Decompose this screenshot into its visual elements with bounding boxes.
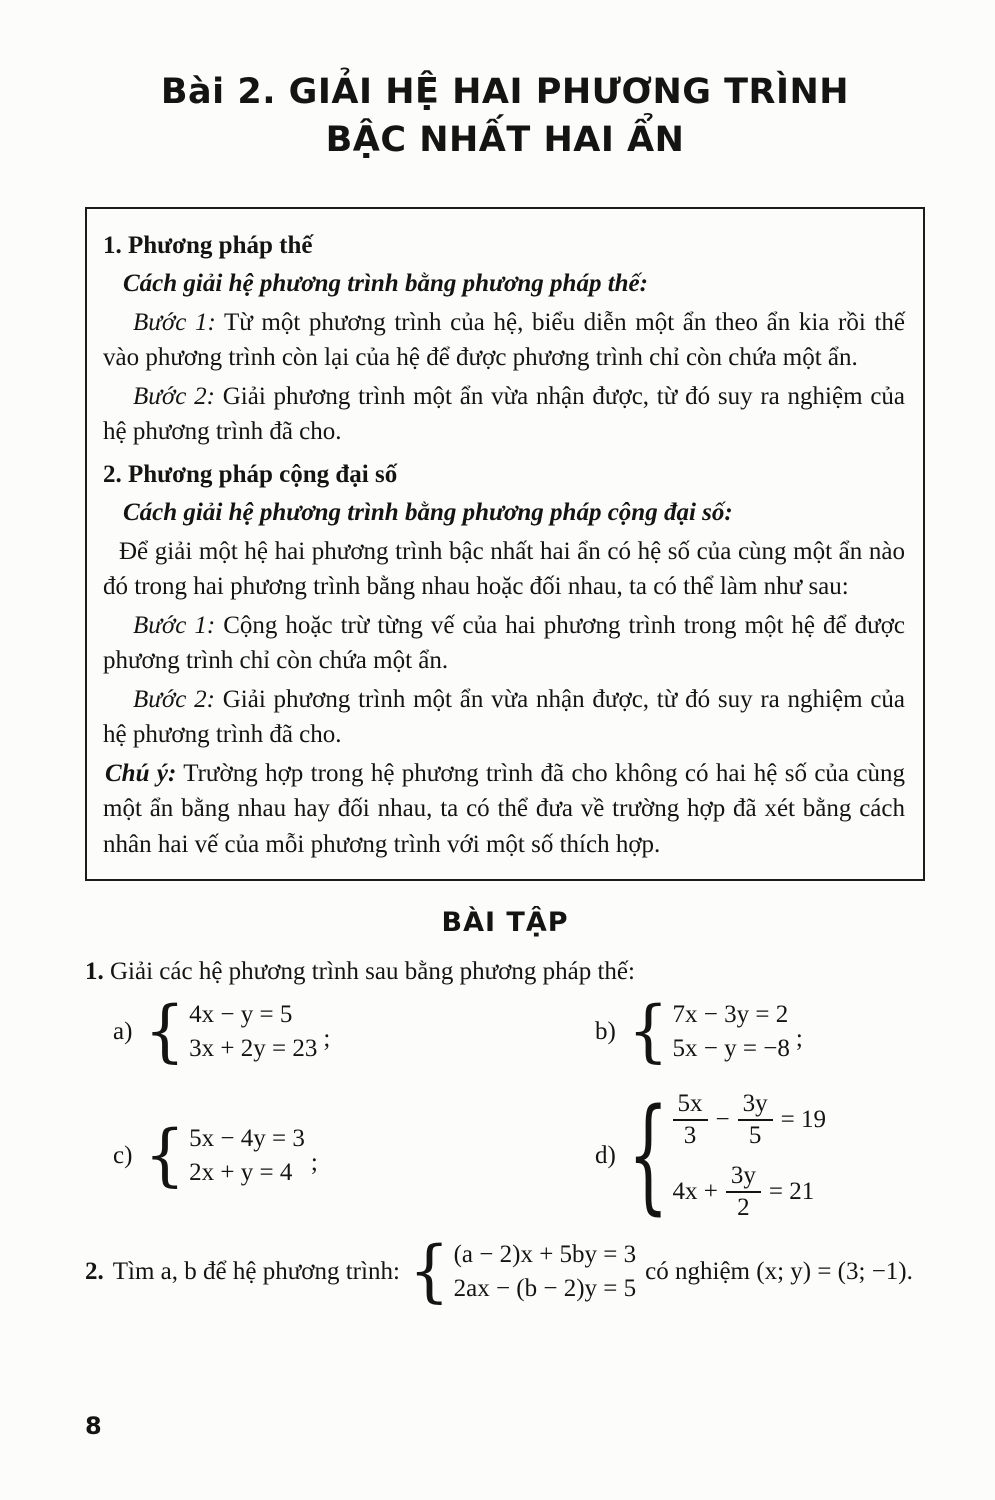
equation-1: 4x − y = 5 [189, 1001, 293, 1029]
exercises-heading: BÀI TẬP [441, 907, 569, 939]
note-paragraph [103, 756, 905, 863]
system-e-equations [454, 1241, 637, 1303]
problem-1-text: Giải các hệ phương trình sau bằng phương pháp thế: [110, 958, 635, 986]
punctuation: ; [323, 1025, 331, 1053]
system-c [113, 1117, 567, 1195]
equation-2: 2x + y = 4 [189, 1159, 293, 1187]
equation-2: 5x − y = −8 [672, 1035, 790, 1063]
method-1-step-1 [103, 305, 905, 376]
method-2-step-1 [103, 608, 905, 679]
fraction-denominator: 3 [683, 1122, 697, 1150]
problem-1-number: 1. [85, 958, 104, 986]
left-brace: { [627, 993, 669, 1071]
system-a [113, 993, 567, 1071]
system-c-equations [189, 1125, 305, 1187]
system-d-equations [673, 1090, 826, 1222]
step-label: Bước 1: [133, 308, 216, 336]
fraction [726, 1162, 761, 1222]
problem-1-systems [85, 993, 925, 1229]
method-1-heading: 1. Phương pháp thế [103, 231, 313, 259]
method-2-intro: Để giải một hệ hai phương trình bậc nhất hai ẩn có hệ số của cùng một ẩn nào đó trong hai phương trình bằng nhau hoặc đối nhau, ta có thể làm như sau: [103, 537, 905, 601]
system-d-label: d) [595, 1142, 616, 1170]
equation-2: 2ax − (b − 2)y = 5 [453, 1275, 637, 1303]
system-e [408, 1233, 637, 1311]
punctuation: ; [795, 1025, 803, 1053]
fraction [738, 1090, 773, 1150]
fraction-denominator: 2 [737, 1194, 750, 1222]
system-a-equations [189, 1001, 317, 1063]
system-b-label: b) [595, 1018, 616, 1046]
problem-2 [85, 1233, 925, 1311]
note-text: Trường hợp trong hệ phương trình đã cho không có hai hệ số của cùng một ẩn bằng nhau hay đối nhau, ta có thể đưa về trường hợp đã xét bằng cách nhân hai vế của mỗi phương trình với một số thích hợp. [103, 759, 905, 858]
equation-2 [673, 1162, 826, 1222]
equation-1: (a − 2)x + 5by = 3 [453, 1241, 637, 1269]
step-label: Bước 2: [133, 685, 215, 713]
equation-1: 7x − 3y = 2 [672, 1001, 789, 1029]
problem-1-statement [85, 958, 925, 986]
step-label: Bước 2: [133, 382, 215, 410]
punctuation: ; [310, 1149, 318, 1177]
equation-rhs: = 21 [768, 1178, 815, 1206]
fraction-denominator: 5 [748, 1122, 762, 1150]
step-label: Bước 1: [133, 611, 216, 639]
problem-2-text: Tìm a, b để hệ phương trình: [112, 1258, 400, 1286]
lesson-title [85, 68, 925, 165]
left-brace: { [144, 993, 186, 1071]
lesson-title-line2: BẬC NHẤT HAI ẨN [325, 120, 685, 161]
problem-2-number: 2. [85, 1258, 104, 1286]
left-brace: { [408, 1233, 450, 1311]
system-d [595, 1083, 925, 1229]
method-2-subheading: Cách giải hệ phương trình bằng phương pháp cộng đại số: [123, 499, 733, 527]
step-text: Cộng hoặc trừ từng vế của hai phương trình trong một hệ để được phương trình chỉ còn chứa một ẩn. [103, 611, 906, 675]
theory-box [85, 207, 925, 882]
fraction-numerator: 5x [673, 1090, 708, 1121]
page-number: 8 [85, 1412, 102, 1440]
operator: − [715, 1106, 730, 1134]
lesson-title-line1: Bài 2. GIẢI HỆ HAI PHƯƠNG TRÌNH [160, 72, 850, 112]
system-c-label: c) [113, 1142, 133, 1170]
fraction [673, 1090, 708, 1150]
left-brace: { [627, 1083, 669, 1229]
system-a-label: a) [113, 1018, 133, 1046]
method-1-subheading: Cách giải hệ phương trình bằng phương pháp thế: [123, 270, 648, 298]
system-b [595, 993, 925, 1071]
method-1-step-2 [103, 379, 905, 450]
step-text: Giải phương trình một ẩn vừa nhận được, từ đó suy ra nghiệm của hệ phương trình đã cho. [103, 685, 906, 749]
step-text: Giải phương trình một ẩn vừa nhận được, từ đó suy ra nghiệm của hệ phương trình đã cho. [103, 382, 906, 446]
system-b-equations [673, 1001, 790, 1063]
equation-lhs: 4x + [672, 1178, 718, 1206]
fraction-numerator: 3y [726, 1162, 761, 1193]
problem-2-condition: có nghiệm (x; y) = (3; −1). [645, 1258, 913, 1286]
method-2-heading: 2. Phương pháp cộng đại số [103, 460, 398, 488]
step-text: Từ một phương trình của hệ, biểu diễn một ẩn theo ẩn kia rồi thế vào phương trình còn lại của hệ để được phương trình chỉ còn chứa một ẩn. [103, 308, 905, 372]
note-label: Chú ý: [105, 759, 177, 787]
equation-rhs: = 19 [780, 1106, 827, 1134]
equation-1: 5x − 4y = 3 [189, 1125, 305, 1153]
equation-2: 3x + 2y = 23 [189, 1035, 318, 1063]
left-brace: { [144, 1117, 186, 1195]
fraction-numerator: 3y [738, 1090, 773, 1121]
method-2-step-2 [103, 682, 905, 753]
equation-1 [673, 1090, 826, 1150]
